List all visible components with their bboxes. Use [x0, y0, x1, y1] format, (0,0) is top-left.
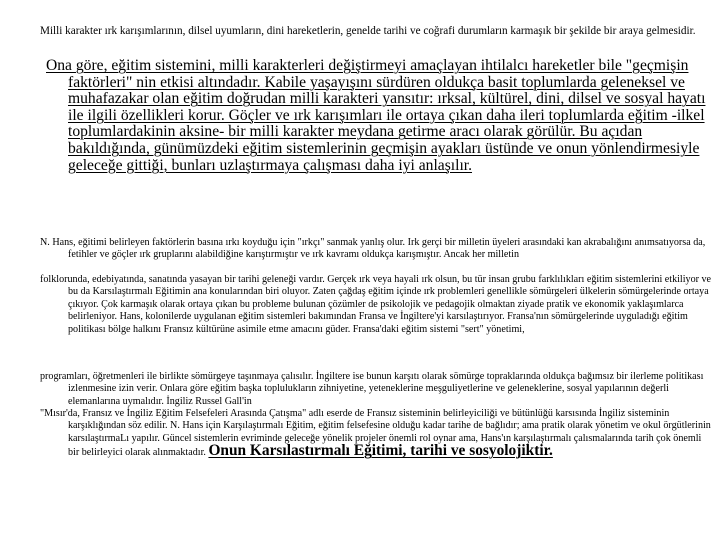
- body-paragraph-conflict: [40, 408, 712, 460]
- conclusion-heading: Onun Karsılastırmalı Eğitimi, tarihi ve sosyolojiktir.: [208, 442, 553, 460]
- highlighted-paragraph: Ona göre, eğitim sistemini, milli karakterleri değiştirmeyi amaçlayan ihtilalcı hareketler bile "geçmişin faktörleri" nin etkisi altındadır. Kabile yaşayışını sürdüren oldukça basit toplumlarda geleneksel ve muhafazakar olan eğitim doğrudan milli karakteri yansıtır: ırksal, kültürel, dini, dilsel ve sosyal hayatı ile ilgili özellikleri korur. Göçler ve ırk karışımları ile ortaya çıkan daha ileri toplumlarda eğitim -ilkel toplumlardakinin aksine- bir milli karakter meydana getirme aracı olarak görülür. Bu açıdan bakıldığında, günümüzdeki eğitim sistemlerinin geçmişin ayakları üstünde ve onun yönlendirmesiyle geleceğe gittiği, bunları uzlaştırmaya çalışması daha iyi anlaşılır.: [46, 57, 706, 174]
- body-paragraph-folklore: folklorunda, edebiyatında, sanatında yasayan bir tarihi geleneği vardır. Gerçek ırk veya hayali ırk olsun, bu tür insan grubu farklılıkları eğitim sistemlerini etkiliyor ve bu da Karsılaştırmalı Eğitimin ana konularından biri oluyor. Zaten çağdaş eğitim içinde ırk problemleri genellikle sömürgeleri ülkelerin sömürgelerinde ortaya çıkıyor. Çok karmaşık olarak ortaya çıkan bu probleme bulunan çözümler de psikolojik ve pedagojik olmaktan ziyade pratik ve ekonomik yaklaşımlarca belirleniyor. Hans, kolonilerde uygulanan eğitim sistemleri bakımından Fransa ve İngiltere'yi karsılaştırıyor. Fransa'nın sömürgelerinde uyguladığı eğitim politikası bölge halkını Fransız kültürüne asimile etme amacını güder. Fransa'daki eğitim sistemi "sert" yönetimi,: [40, 274, 712, 335]
- conflict-paragraph-text: "Mısır'da, Fransız ve İngiliz Eğitim Felsefeleri Arasında Çatışma" adlı eserde de Fransız sisteminin belirleyiciliği ve bütünlüğü karsısında İngiliz sisteminin karşıklığından söz edilir. N. Hans için Karşılaştırmalı Eğitim, eğitim felsefesine olduğu kadar tarihe de bağlıdır; ama pratik olarak yönetim ve okul örgütlerinin karsılaştırmaLı yapılır. Güncel sistemlerin evriminde geleceğe yönelik projeler önemli rol oynar ama, Hans'ın karşılaştırmalı çalısmalarında tarih çok önemli bir belirleyici olarak alınmaktadır.: [40, 408, 711, 459]
- intro-paragraph: Milli karakter ırk karışımlarının, dilsel uyumların, dini hareketlerin, genelde tarihi ve coğrafi durumların karmaşık bir şekilde bir araya gelmesidir.: [40, 25, 696, 37]
- body-paragraph-programs: programları, öğretmenleri ile birlikte sömürgeye taşınmaya çalısılır. İngiltere ise bunun karşıtı olarak sömürge topraklarında oldukça bağımsız bir ilerleme politikası izlenmesine izin verir. Onlara göre eğitim başka toplulukların zihniyetine, yeteneklerine meşguliyetlerine ve geleneklerine, sosyal yapılarının değerli elemanlarına uymalıdır. İngiliz Russel Gall'in: [40, 371, 704, 407]
- body-paragraph-hans-race: N. Hans, eğitimi belirleyen faktörlerin basına ırkı koyduğu için "ırkçı" sanmak yanlış olur. Irk gerçi bir milletin üyeleri arasındaki kan akrabalığını anımsatıyorsa da, fetihler ve göçler ırk gruplarını alabildiğine karıştırmıştır ve ırk kavramı oldukça karışmıştır. Ancak her milletin: [40, 237, 706, 261]
